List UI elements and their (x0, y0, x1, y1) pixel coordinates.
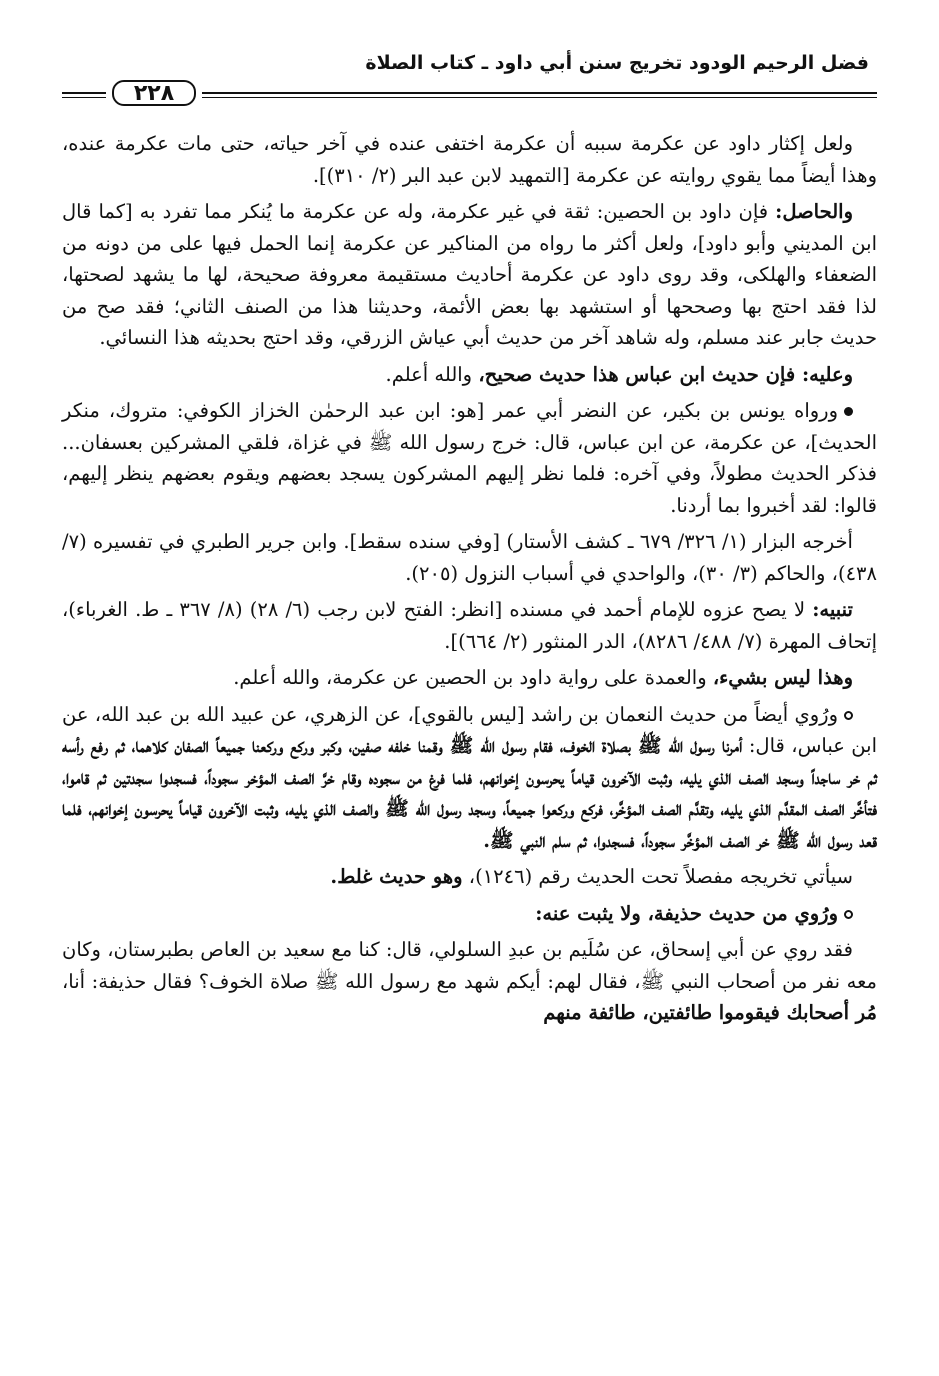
paragraph-9 (62, 861, 877, 893)
page-number: ٢٢٨ (133, 80, 175, 106)
paragraph-10 (62, 898, 877, 930)
paragraph-bold-quote: مُر أصحابك فيقوموا طائفتين، طائفة منهم (543, 1001, 877, 1024)
paragraph-text: لا يصح عزوه للإمام أحمد في مسنده [انظر: الفتح لابن رجب (٦/ ٢٨) (٨/ ٣٦٧ ـ ط. الغرباء)، إتحاف المهرة (٧/ ٤٨٨/ ٨٢٨٦)، الدر المنثور (٢/ ٦٦٤)]. (62, 598, 877, 653)
paragraph-text: ورُوي أيضاً من حديث النعمان بن راشد [ليس بالقوي]، عن الزهري، عن عبيد الله بن عبد الله، عن ابن عباس، قال: (62, 702, 877, 757)
page-number-frame (106, 76, 202, 110)
paragraph-bold-quote: أمرنا رسول الله ﷺ بصلاة الخوف، فقام رسول الله ﷺ وقمنا خلفه صفين، وكبر وركع وركعنا جميعاً الصفان كلاهما، ثم رفع رأسه ثم خر ساجداً وسجد الصف الذي يليه، وثبت الآخرون قياماً يحرسون إخوانهم، فلما فرغ من سجوده وقام خرَّ الصف المؤخر سجوداً، فسجدوا سجدتين ثم قاموا، فتأخَّر الصف المقدَّم الذي يليه، وتقدَّم الصف المؤخَّر، فركع وركعوا جميعاً، وسجد رسول الله ﷺ والصف الذي يليه، وثبت الآخرون قياماً يحرسون إخوانهم، فلما قعد رسول الله ﷺ خر الصف المؤخَّر سجوداً، فسجدوا، ثم سلم النبي ﷺ. (62, 734, 877, 852)
paragraph-3 (62, 359, 877, 391)
paragraph-lead: تنبيه: (812, 598, 853, 621)
page-body (62, 128, 877, 1029)
paragraph-text: أخرجه البزار (١/ ٣٢٦/ ٦٧٩ ـ كشف الأستار) [وفي سنده سقط]. وابن جرير الطبري في تفسيره (٧/ ٤٣٨)، والحاكم (٣/ ٣٠)، والواحدي في أسباب النزول (٢٠٥). (62, 530, 877, 585)
paragraph-text: والله أعلم. (385, 362, 479, 386)
paragraph-lead: والحاصل: (775, 200, 853, 223)
paragraph-2 (62, 196, 877, 354)
running-title: فضل الرحيم الودود تخريج سنن أبي داود ـ كتاب الصلاة (365, 52, 869, 74)
bullet-ring-icon (844, 711, 853, 720)
paragraph-lead: ورُوي من حديث حذيفة، ولا يثبت عنه: (535, 901, 838, 925)
paragraph-text: سيأتي تخريجه مفصلاً تحت الحديث رقم (١٢٤٦)، (462, 865, 853, 888)
paragraph-text: فقد روي عن أبي إسحاق، عن سُلَيم بن عبدِ السلولي، قال: كنا مع سعيد بن العاص بطبرستان، وكان معه نفر من أصحاب النبي ﷺ، فقال لهم: أيكم شهد مع رسول الله ﷺ صلاة الخوف؟ فقال حذيفة: أنا، (62, 938, 877, 993)
paragraph-text: ورواه يونس بن بكير، عن النضر أبي عمر [هو: ابن عبد الرحمٰن الخزاز الكوفي: متروك، منكر الحديث]، عن عكرمة، عن ابن عباس، قال: خرج رسول الله ﷺ في غزاة، فلقي المشركين بعسفان... فذكر الحديث مطولاً، وفي آخره: فلما نظر إليهم المشركون يسجد بعضهم ويقوم بعضهم ينظر إليهم، قالوا: لقد أخبروا بما أردنا. (62, 399, 877, 517)
paragraph-5 (62, 526, 877, 589)
bullet-ring-icon (844, 910, 853, 919)
bullet-dot-icon (844, 407, 853, 416)
paragraph-text: والعمدة على رواية داود بن الحصين عن عكرمة، والله أعلم. (233, 666, 713, 689)
paragraph-7 (62, 662, 877, 694)
page-header (62, 30, 877, 108)
paragraph-4 (62, 395, 877, 521)
paragraph-lead: وهذا ليس بشيء، (712, 666, 853, 689)
paragraph-lead: وعليه: فإن حديث ابن عباس هذا حديث صحيح، (478, 362, 853, 386)
book-page (62, 30, 877, 1352)
paragraph-text: فإن داود بن الحصين: ثقة في غير عكرمة، وله عن عكرمة ما يُنكر مما تفرد به [كما قال ابن المديني وأبو داود]، ولعل أكثر ما رواه من المناكير عن عكرمة إنما الحمل فيها على من دونه من الضعفاء والهلكى، وقد روى داود عن عكرمة أحاديث مستقيمة معروفة صحيحة، لها ما يشهد لصحتها، لذا فقد احتج بها وصححها أو استشهد بها بعض الأئمة، وحديثنا هذا من الصنف الثاني؛ فقد صح من حديث جابر عند مسلم، وله شاهد آخر من حديث أبي عياش الزرقي، وقد احتج بحديثه هذا النسائي. (62, 200, 877, 349)
paragraph-bold-quote: وهو حديث غلط. (330, 865, 463, 888)
paragraph-1 (62, 128, 877, 191)
paragraph-8 (62, 699, 877, 857)
paragraph-6 (62, 594, 877, 657)
paragraph-text: ولعل إكثار داود عن عكرمة سببه أن عكرمة اختفى عنده في آخر حياته، حتى مات عكرمة عنده، وهذا أيضاً مما يقوي روايته عن عكرمة [التمهيد لابن عبد البر (٢/ ٣١٠)]. (62, 132, 877, 187)
paragraph-11 (62, 934, 877, 1029)
